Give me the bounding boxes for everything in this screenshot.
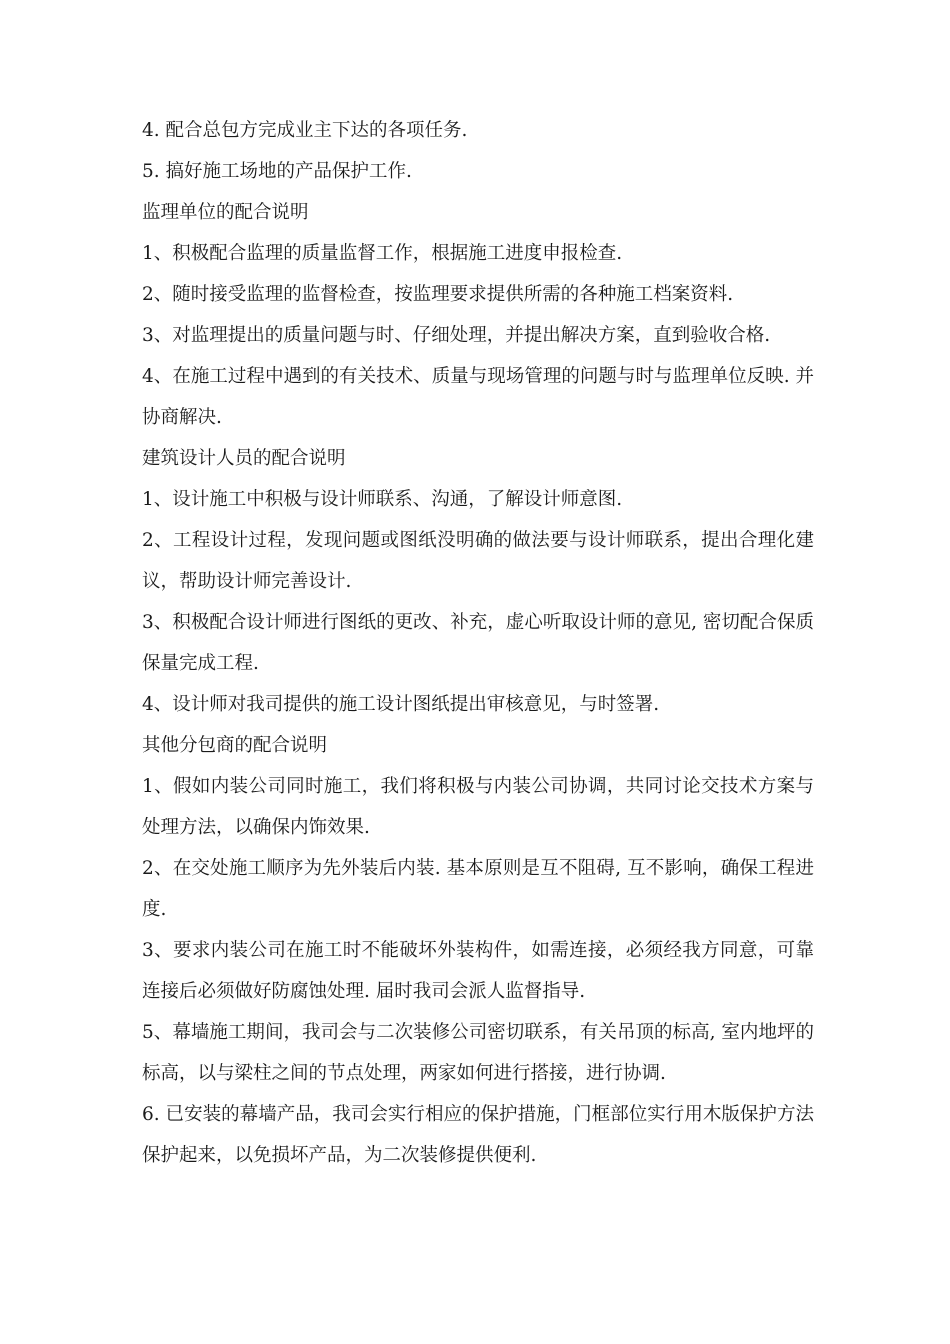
paragraph-item-5-site-protection: 5. 搞好施工场地的产品保护工作. — [142, 161, 412, 182]
paragraph-designers-3: 3、积极配合设计师进行图纸的更改、补充，虚心听取设计师的意见, 密切配合保质保量完成工程. — [142, 612, 814, 674]
paragraph-subcontractors-1: 1、假如内装公司同时施工，我们将积极与内装公司协调，共同讨论交技术方案与处理方法，以确保内饰效果. — [142, 776, 814, 838]
paragraph-supervision-1: 1、积极配合监理的质量监督工作，根据施工进度申报检查. — [142, 243, 623, 264]
document-page — [142, 110, 814, 1176]
paragraph-designers-1: 1、设计施工中积极与设计师联系、沟通，了解设计师意图. — [142, 489, 623, 510]
paragraph-subcontractors-2: 2、在交处施工顺序为先外装后内装. 基本原则是互不阻碍, 互不影响，确保工程进度. — [142, 858, 814, 920]
paragraph-supervision-4: 4、在施工过程中遇到的有关技术、质量与现场管理的问题与时与监理单位反映. 并协商解决. — [142, 366, 814, 428]
paragraph-supervision-2: 2、随时接受监理的监督检查，按监理要求提供所需的各种施工档案资料. — [142, 284, 734, 305]
paragraph-designers-2: 2、工程设计过程，发现问题或图纸没明确的做法要与设计师联系，提出合理化建议，帮助设计师完善设计. — [142, 530, 814, 592]
paragraph-subcontractors-3: 3、要求内装公司在施工时不能破坏外装构件，如需连接，必须经我方同意，可靠连接后必须做好防腐蚀处理. 届时我司会派人监督指导. — [142, 940, 814, 1002]
paragraph-subcontractors-5: 5、幕墙施工期间，我司会与二次装修公司密切联系，有关吊顶的标高, 室内地坪的标高，以与梁柱之间的节点处理，两家如何进行搭接，进行协调. — [142, 1022, 814, 1084]
paragraph-item-4-general-contractor: 4. 配合总包方完成业主下达的各项任务. — [142, 120, 468, 141]
paragraph-designers-4: 4、设计师对我司提供的施工设计图纸提出审核意见，与时签署. — [142, 694, 660, 715]
section-heading-supervision: 监理单位的配合说明 — [142, 202, 309, 223]
paragraph-supervision-3: 3、对监理提出的质量问题与时、仔细处理，并提出解决方案，直到验收合格. — [142, 325, 771, 346]
section-heading-subcontractors: 其他分包商的配合说明 — [142, 735, 328, 756]
section-heading-designers: 建筑设计人员的配合说明 — [142, 448, 346, 469]
paragraph-subcontractors-6: 6. 已安装的幕墙产品，我司会实行相应的保护措施，门框部位实行用木版保护方法保护起来，以免损坏产品，为二次装修提供便利. — [142, 1104, 814, 1166]
